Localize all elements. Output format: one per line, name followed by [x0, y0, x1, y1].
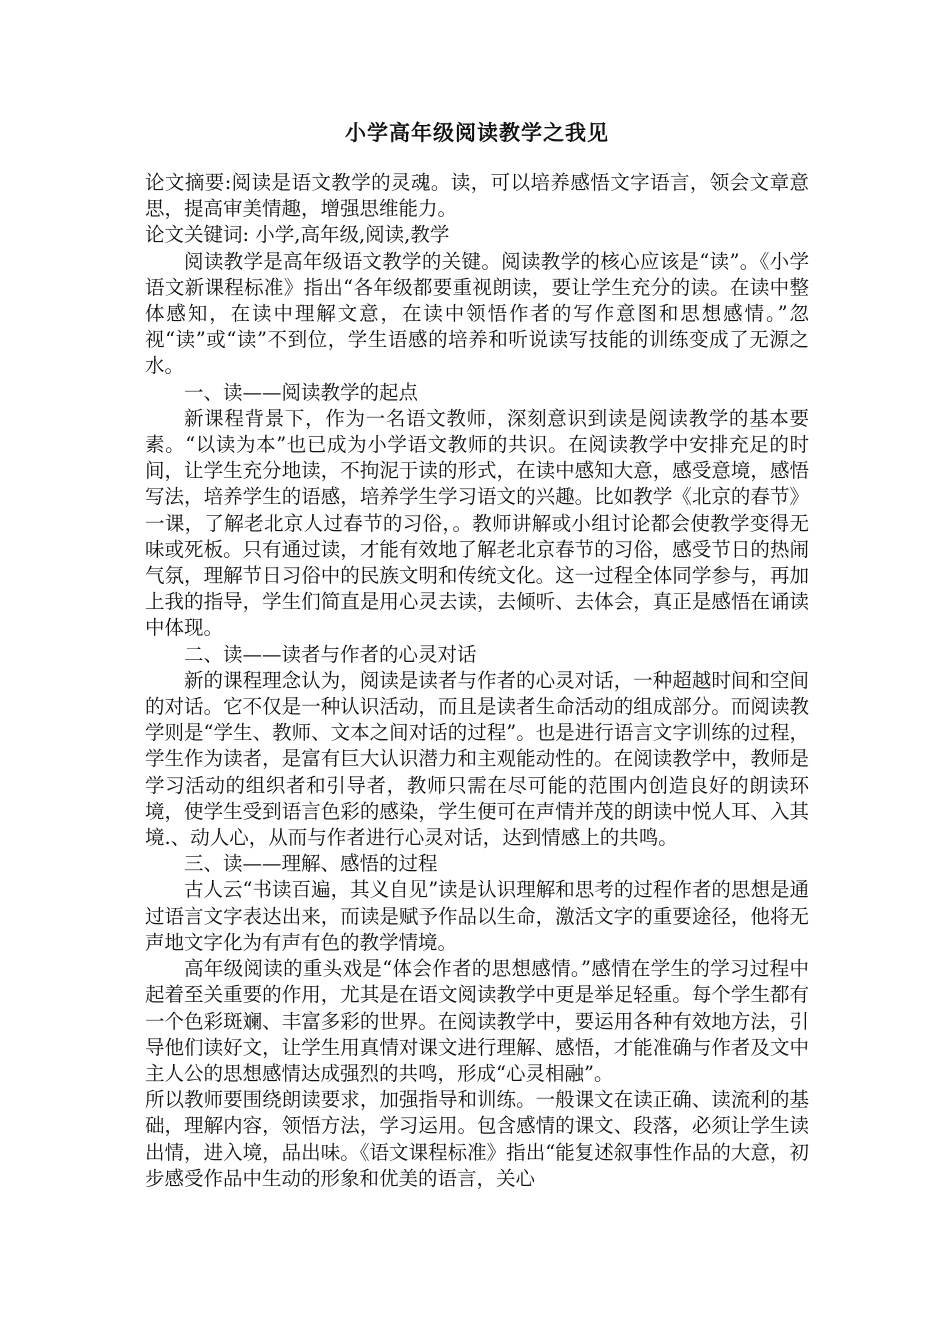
keywords-line: 论文关键词: 小学,高年级,阅读,教学 — [145, 223, 450, 247]
section-2-paragraph: 新的课程理念认为，阅读是读者与作者的心灵对话，一种超越时间和空间的对话。它不仅是一种认识活动，而且是读者生命活动的组成部分。而阅读教学则是“学生、教师、文本之间对话的过程”。也是进行语言文字训练的过程，学生作为读者，是富有巨大认识潜力和主观能动性的。在阅读教学中，教师是学习活动的组织者和引导者，教师只需在尽可能的范围内创造良好的朗读环境，使学生受到语言色彩的感染，学生便可在声情并茂的朗读中悦人耳、入其境.、动人心，从而与作者进行心灵对话，达到情感上的共鸣。 — [145, 668, 809, 850]
section-2-heading: 二、读——读者与作者的心灵对话 — [184, 642, 477, 666]
section-3-paragraph-1: 古人云“书读百遍，其义自见”读是认识理解和思考的过程作者的思想是通过语言文字表达出来，而读是赋予作品以生命，激活文字的重要途径，他将无声地文字化为有声有色的教学情境。 — [145, 878, 809, 954]
section-1-paragraph: 新课程背景下，作为一名语文教师，深刻意识到读是阅读教学的基本要素。“以读为本”也已成为小学语文教师的共识。在阅读教学中安排充足的时间，让学生充分地读，不拘泥于读的形式，在读中感知大意，感受意境，感悟写法，培养学生的语感，培养学生学习语文的兴趣。比如教学《北京的春节》一课，了解老北京人过春节的习俗，。教师讲解或小组讨论都会使教学变得无味或死板。只有通过读，才能有效地了解老北京春节的习俗，感受节日的热闹气氛，理解节日习俗中的民族文明和传统文化。这一过程全体同学参与，再加上我的指导，学生们简直是用心灵去读，去倾听、去体会，真正是感悟在诵读中体现。 — [145, 406, 809, 640]
section-1-heading: 一、读——阅读教学的起点 — [184, 380, 419, 404]
document-title: 小学高年级阅读教学之我见 — [345, 120, 609, 145]
abstract-paragraph: 论文摘要:阅读是语文教学的灵魂。读，可以培养感悟文字语言，领会文章意思，提高审美情趣，增强思维能力。 — [145, 171, 809, 221]
section-3-heading: 三、读——理解、感悟的过程 — [184, 852, 438, 876]
section-3-paragraph-3: 所以教师要围绕朗读要求，加强指导和训练。一般课文在读正确、读流利的基础，理解内容，领悟方法，学习运用。包含感情的课文、段落，必须让学生读出情，进入境，品出味。《语文课程标准》指出“能复述叙事性作品的大意，初步感受作品中生动的形象和优美的语言，关心 — [145, 1088, 809, 1190]
intro-paragraph: 阅读教学是高年级语文教学的关键。阅读教学的核心应该是“读”。《小学语文新课程标准》指出“各年级都要重视朗读，要让学生充分的读。在读中整体感知，在读中理解文意，在读中领悟作者的写作意图和思想感情。”忽视“读”或“读”不到位，学生语感的培养和听说读写技能的训练变成了无源之水。 — [145, 249, 809, 378]
document-page — [145, 118, 809, 1192]
section-3-paragraph-2: 高年级阅读的重头戏是“体会作者的思想感情。”感情在学生的学习过程中起着至关重要的作用，尤其是在语文阅读教学中更是举足轻重。每个学生都有一个色彩斑斓、丰富多彩的世界。在阅读教学中，要运用各种有效地方法，引导他们读好文，让学生用真情对课文进行理解、感悟，才能准确与作者及文中主人公的思想感情达成强烈的共鸣，形成“心灵相融”。 — [145, 957, 809, 1085]
